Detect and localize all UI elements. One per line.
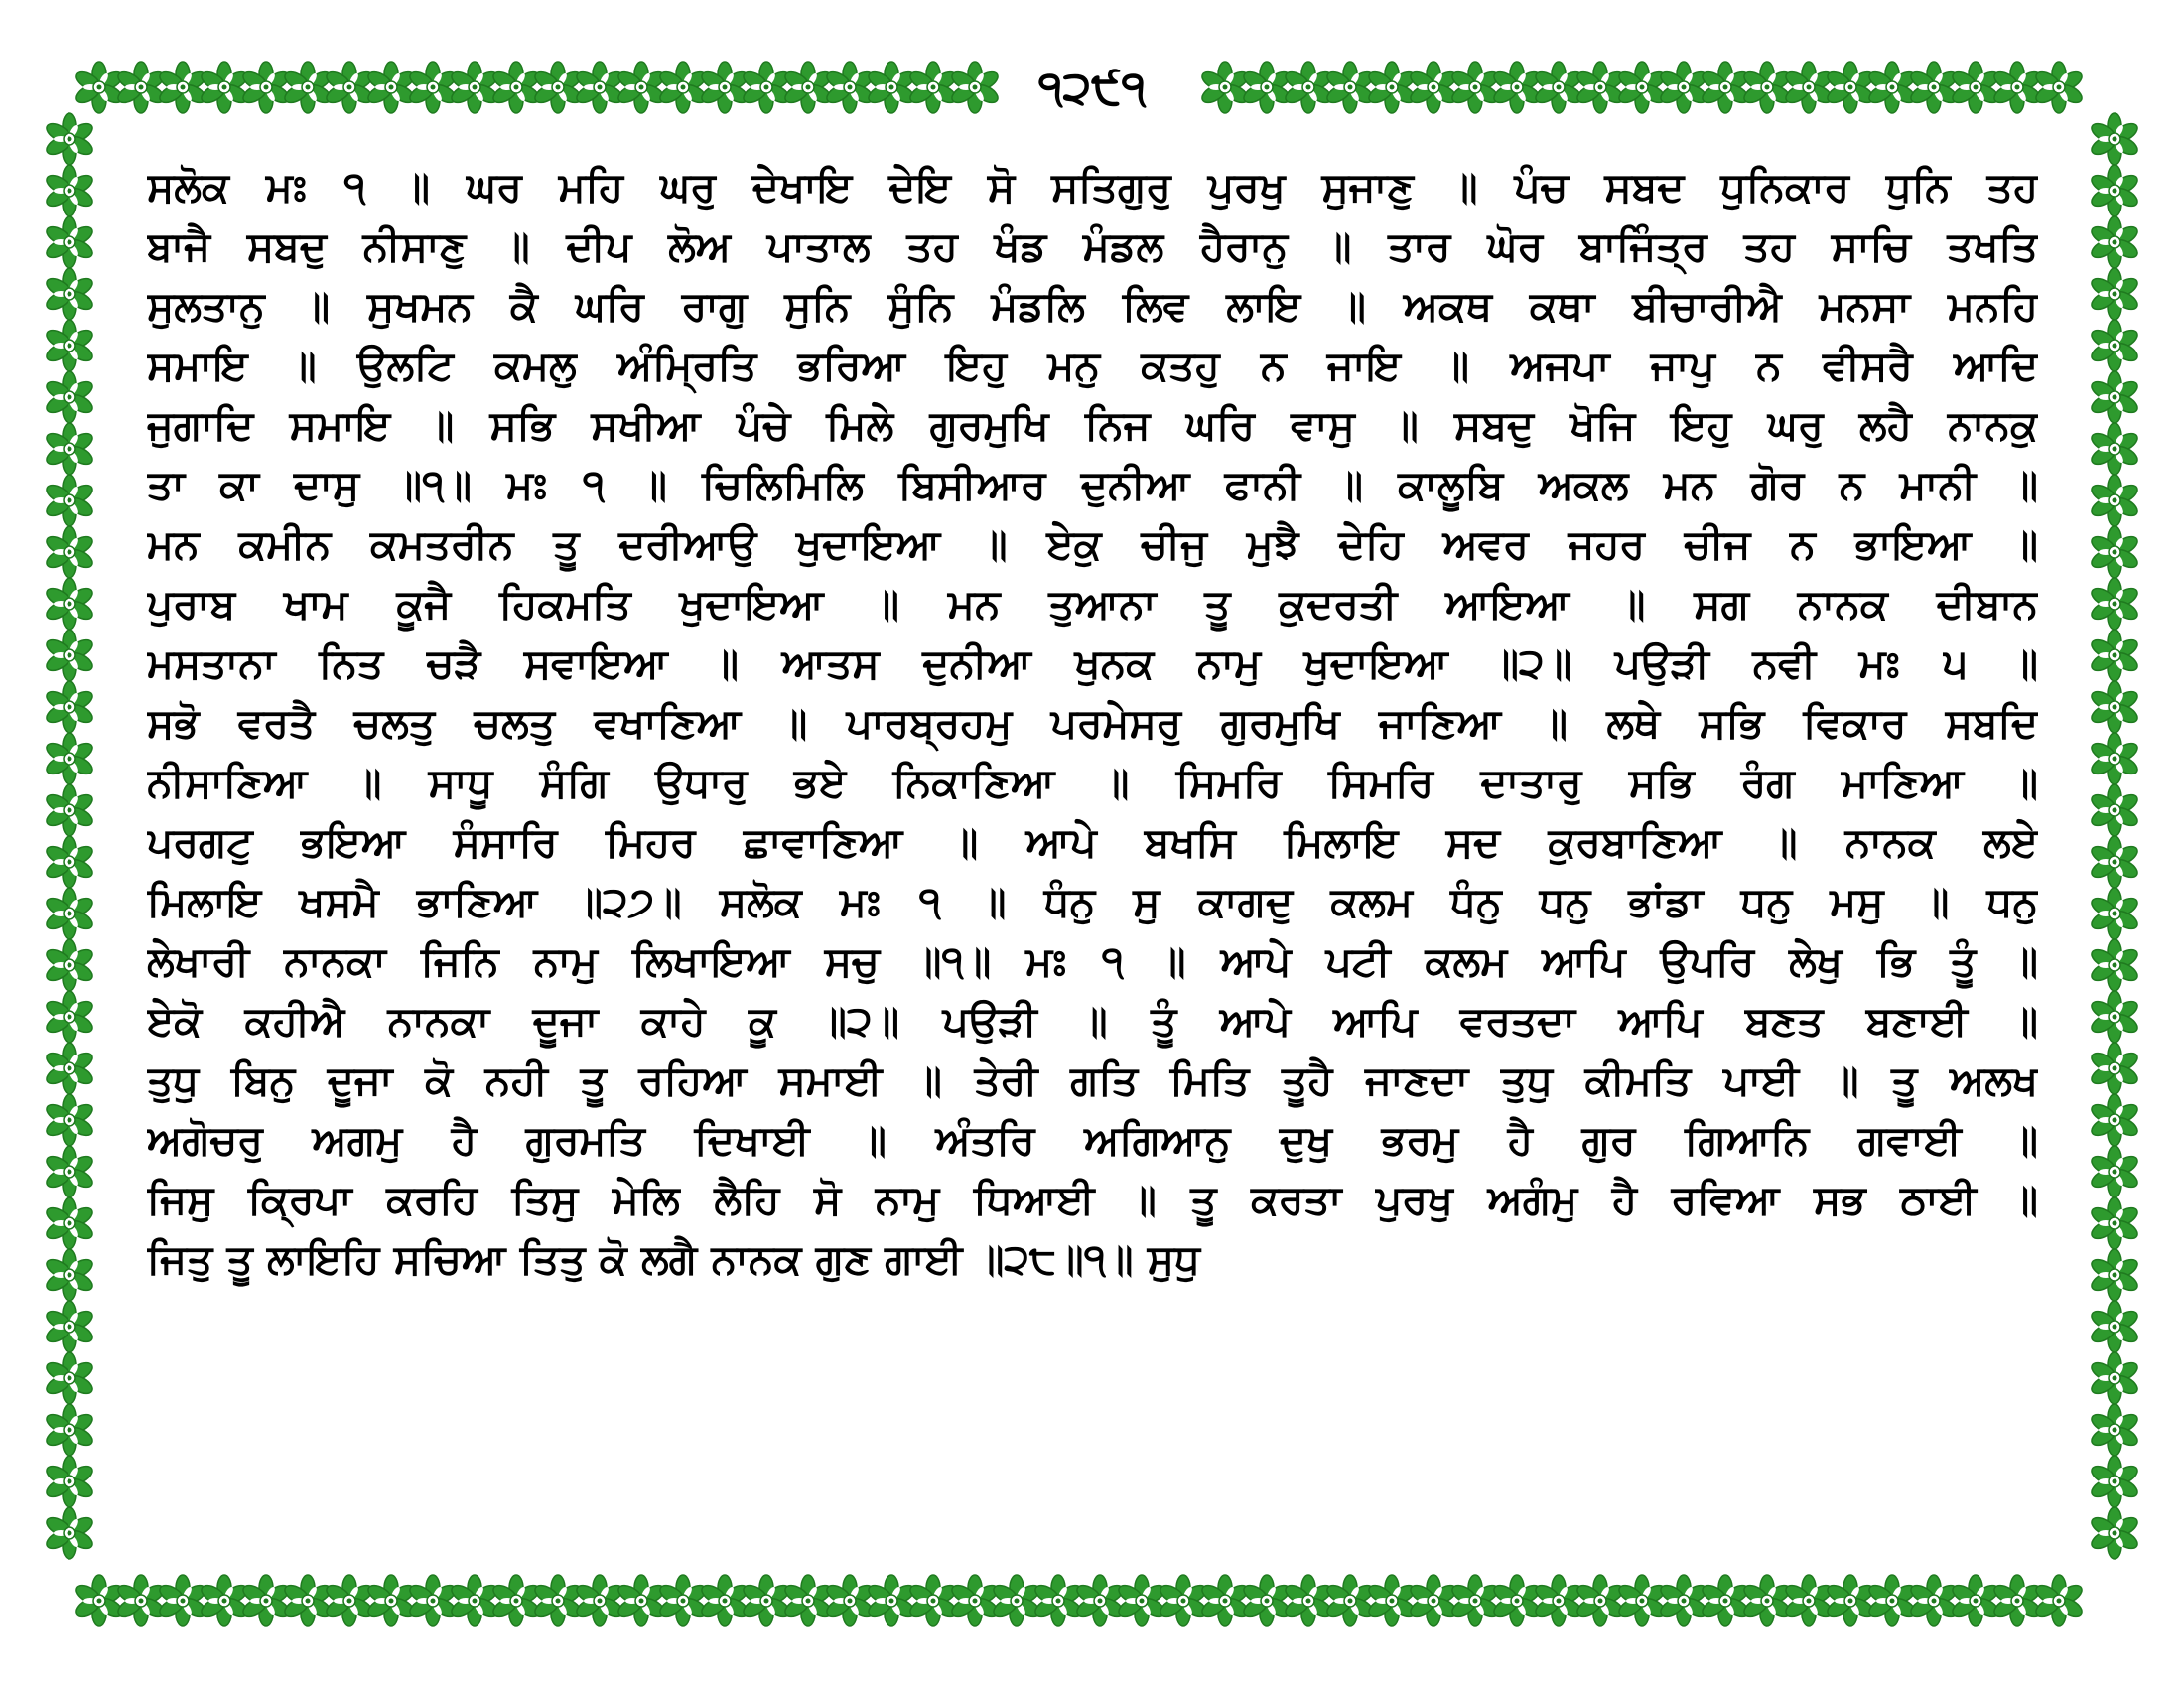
flower-icon xyxy=(1366,62,1418,113)
flower-icon xyxy=(1825,62,1876,113)
flower-icon xyxy=(657,62,709,113)
flower-icon xyxy=(532,62,584,113)
flower-icon xyxy=(44,1146,95,1197)
text-line: ਜੁਗਾਦਿ ਸਮਾਇ ॥ ਸਭਿ ਸਖੀਆ ਪੰਚੇ ਮਿਲੇ ਗੁਰਮੁਖਿ ਨਿਜ ਘਰਿ ਵਾਸੁ ॥ ਸਬਦੁ ਖੋਜਿ ਇਹੁ ਘਰੁ ਲਹੈ ਨਾਨਕੁ xyxy=(147,401,2038,449)
flower-icon xyxy=(44,113,95,165)
text-line: ਸਭੋ ਵਰਤੈ ਚਲਤੁ ਚਲਤੁ ਵਖਾਣਿਆ ॥ ਪਾਰਬ੍ਰਹਮੁ ਪਰਮੇਸਰੁ ਗੁਰਮੁਖਿ ਜਾਣਿਆ ॥ ਲਥੇ ਸਭਿ ਵਿਕਾਰ ਸਬਦਿ xyxy=(147,699,2038,747)
text-line: ਬਾਜੈ ਸਬਦੁ ਨੀਸਾਣੁ ॥ ਦੀਪ ਲੋਅ ਪਾਤਾਲ ਤਹ ਖੰਡ ਮੰਡਲ ਹੈਰਾਨੁ ॥ ਤਾਰ ਘੋਰ ਬਾਜਿੰਤ੍ਰ ਤਹ ਸਾਚਿ ਤਖਤਿ xyxy=(147,222,2038,270)
text-line: ਜਿਤੁ ਤੂ ਲਾਇਹਿ ਸਚਿਆ ਤਿਤੁ ਕੋ ਲਗੈ ਨਾਨਕ ਗੁਣ ਗਾਈ ॥੨੮॥੧॥ ਸੁਧੁ xyxy=(147,1235,1200,1283)
flower-icon xyxy=(1700,62,1751,113)
flower-icon xyxy=(2089,1249,2140,1301)
flower-icon xyxy=(2089,1043,2140,1094)
flower-icon xyxy=(115,62,167,113)
flower-icon xyxy=(907,62,959,113)
flower-icon xyxy=(1866,62,1918,113)
flower-icon xyxy=(1408,1575,1459,1626)
flower-icon xyxy=(1783,1575,1835,1626)
flower-icon xyxy=(1658,62,1709,113)
flower-icon xyxy=(157,62,208,113)
text-line: ਅਗੋਚਰੁ ਅਗਮੁ ਹੈ ਗੁਰਮਤਿ ਦਿਖਾਈ ॥ ਅੰਤਰਿ ਅਗਿਆਨੁ ਦੁਖੁ ਭਰਮੁ ਹੈ ਗੁਰ ਗਿਆਨਿ ਗਵਾਈ ॥ xyxy=(147,1116,2038,1164)
flower-icon xyxy=(2089,1507,2140,1559)
flower-icon xyxy=(44,991,95,1043)
flower-icon xyxy=(824,1575,876,1626)
flower-icon xyxy=(44,1094,95,1146)
flower-icon xyxy=(574,1575,625,1626)
flower-icon xyxy=(1449,62,1501,113)
flower-icon xyxy=(1950,1575,2001,1626)
page-number: ੧੨੯੧ xyxy=(1013,48,1171,127)
flower-icon xyxy=(949,1575,1001,1626)
flower-icon xyxy=(1741,62,1793,113)
flower-icon xyxy=(1574,62,1626,113)
flower-icon xyxy=(2089,939,2140,991)
flower-icon xyxy=(44,888,95,939)
flower-icon xyxy=(157,1575,208,1626)
flower-icon xyxy=(1950,62,2001,113)
flower-icon xyxy=(2089,630,2140,681)
flower-icon xyxy=(1116,1575,1167,1626)
flower-icon xyxy=(2033,1575,2085,1626)
flower-icon xyxy=(1616,1575,1668,1626)
text-line: ਸਲੋਕ ਮਃ ੧ ॥ ਘਰ ਮਹਿ ਘਰੁ ਦੇਖਾਇ ਦੇਇ ਸੋ ਸਤਿਗੁਰੁ ਪੁਰਖੁ ਸੁਜਾਣੁ ॥ ਪੰਚ ਸਬਦ ਧੁਨਿਕਾਰ ਧੁਨਿ ਤਹ xyxy=(147,163,2038,211)
flower-icon xyxy=(2089,526,2140,578)
text-line: ਪਰਗਟੁ ਭਇਆ ਸੰਸਾਰਿ ਮਿਹਰ ਛਾਵਾਣਿਆ ॥ ਆਪੇ ਬਖਸਿ ਮਿਲਾਇ ਸਦ ਕੁਰਬਾਣਿਆ ॥ ਨਾਨਕ ਲਏ xyxy=(147,818,2038,866)
flower-icon xyxy=(240,1575,292,1626)
flower-icon xyxy=(44,1197,95,1249)
flower-icon xyxy=(2089,165,2140,216)
flower-icon xyxy=(1574,1575,1626,1626)
flower-icon xyxy=(44,939,95,991)
flower-icon xyxy=(44,1404,95,1456)
flower-icon xyxy=(699,62,751,113)
flower-icon xyxy=(1533,1575,1584,1626)
flower-icon xyxy=(44,1301,95,1352)
flower-icon xyxy=(615,62,667,113)
flower-icon xyxy=(1991,62,2043,113)
flower-icon xyxy=(1533,62,1584,113)
text-line: ਏਕੋ ਕਹੀਐ ਨਾਨਕਾ ਦੂਜਾ ਕਾਹੇ ਕੂ ॥੨॥ ਪਉੜੀ ॥ ਤੂੰ ਆਪੇ ਆਪਿ ਵਰਤਦਾ ਆਪਿ ਬਣਤ ਬਣਾਈ ॥ xyxy=(147,997,2038,1045)
flower-icon xyxy=(949,62,1001,113)
flower-icon xyxy=(2089,320,2140,371)
text-line: ਮਨ ਕਮੀਨ ਕਮਤਰੀਨ ਤੂ ਦਰੀਆਉ ਖੁਦਾਇਆ ॥ ਏਕੁ ਚੀਜੁ ਮੁਝੈ ਦੇਹਿ ਅਵਰ ਜਹਰ ਚੀਜ ਨ ਭਾਇਆ ॥ xyxy=(147,520,2038,568)
flower-icon xyxy=(2089,733,2140,784)
flower-icon xyxy=(1741,1575,1793,1626)
flower-icon xyxy=(490,1575,542,1626)
text-line: ਤਾ ਕਾ ਦਾਸੁ ॥੧॥ ਮਃ ੧ ॥ ਚਿਲਿਮਿਲਿ ਬਿਸੀਆਰ ਦੁਨੀਆ ਫਾਨੀ ॥ ਕਾਲੂਬਿ ਅਕਲ ਮਨ ਗੋਰ ਨ ਮਾਨੀ ॥ xyxy=(147,461,2038,508)
flower-icon xyxy=(2089,1094,2140,1146)
flower-icon xyxy=(1158,1575,1209,1626)
flower-icon xyxy=(657,1575,709,1626)
flower-icon xyxy=(2089,784,2140,836)
flower-icon xyxy=(2089,1146,2140,1197)
text-line: ਪੁਰਾਬ ਖਾਮ ਕੂਜੈ ਹਿਕਮਤਿ ਖੁਦਾਇਆ ॥ ਮਨ ਤੁਆਨਾ ਤੂ ਕੁਦਰਤੀ ਆਇਆ ॥ ਸਗ ਨਾਨਕ ਦੀਬਾਨ xyxy=(147,580,2038,628)
flower-icon xyxy=(1866,1575,1918,1626)
flower-icon xyxy=(782,62,834,113)
flower-icon xyxy=(44,268,95,320)
flower-icon xyxy=(1324,62,1376,113)
flower-icon xyxy=(2089,578,2140,630)
flower-icon xyxy=(115,1575,167,1626)
flower-icon xyxy=(2089,1197,2140,1249)
flower-icon xyxy=(2089,836,2140,888)
flower-icon xyxy=(2089,371,2140,423)
flower-icon xyxy=(44,578,95,630)
text-line: ਜਿਸੁ ਕ੍ਰਿਪਾ ਕਰਹਿ ਤਿਸੁ ਮੇਲਿ ਲੈਹਿ ਸੋ ਨਾਮੁ ਧਿਆਈ ॥ ਤੂ ਕਰਤਾ ਪੁਰਖੁ ਅਗੰਮੁ ਹੈ ਰਵਿਆ ਸਭ ਠਾਈ ॥ xyxy=(147,1176,2038,1223)
flower-icon xyxy=(44,836,95,888)
flower-icon xyxy=(1491,62,1543,113)
flower-icon xyxy=(1908,1575,1960,1626)
text-line: ਤੁਧੁ ਬਿਨੁ ਦੂਜਾ ਕੋ ਨਹੀ ਤੂ ਰਹਿਆ ਸਮਾਈ ॥ ਤੇਰੀ ਗਤਿ ਮਿਤਿ ਤੂਹੈ ਜਾਣਦਾ ਤੁਧੁ ਕੀਮਤਿ ਪਾਈ ॥ ਤੂ ਅਲਖ xyxy=(147,1056,2038,1104)
flower-icon xyxy=(991,1575,1042,1626)
flower-icon xyxy=(2089,1456,2140,1507)
flower-icon xyxy=(907,1575,959,1626)
flower-icon xyxy=(1783,62,1835,113)
flower-icon xyxy=(1283,62,1334,113)
scripture-text xyxy=(147,157,2038,1527)
flower-icon xyxy=(1324,1575,1376,1626)
flower-icon xyxy=(2089,113,2140,165)
flower-icon xyxy=(1908,62,1960,113)
flower-icon xyxy=(2033,62,2085,113)
text-line: ਨੀਸਾਣਿਆ ॥ ਸਾਧੂ ਸੰਗਿ ਉਧਾਰੁ ਭਏ ਨਿਕਾਣਿਆ ॥ ਸਿਮਰਿ ਸਿਮਰਿ ਦਾਤਾਰੁ ਸਭਿ ਰੰਗ ਮਾਣਿਆ ॥ xyxy=(147,759,2038,806)
flower-icon xyxy=(44,681,95,733)
flower-icon xyxy=(1491,1575,1543,1626)
flower-icon xyxy=(44,526,95,578)
flower-icon xyxy=(615,1575,667,1626)
text-line: ਸਮਾਇ ॥ ਉਲਟਿ ਕਮਲੁ ਅੰਮ੍ਰਿਤਿ ਭਰਿਆ ਇਹੁ ਮਨੁ ਕਤਹੁ ਨ ਜਾਇ ॥ ਅਜਪਾ ਜਾਪੁ ਨ ਵੀਸਰੈ ਆਦਿ xyxy=(147,342,2038,389)
flower-icon xyxy=(44,784,95,836)
flower-icon xyxy=(1241,1575,1293,1626)
flower-icon xyxy=(1991,1575,2043,1626)
flower-icon xyxy=(199,1575,250,1626)
flower-icon xyxy=(2089,268,2140,320)
flower-icon xyxy=(365,62,417,113)
flower-icon xyxy=(73,62,125,113)
flower-icon xyxy=(73,1575,125,1626)
flower-icon xyxy=(407,62,459,113)
flower-icon xyxy=(324,1575,375,1626)
flower-icon xyxy=(324,62,375,113)
flower-icon xyxy=(866,62,917,113)
flower-icon xyxy=(490,62,542,113)
flower-icon xyxy=(1366,1575,1418,1626)
flower-icon xyxy=(741,62,792,113)
flower-icon xyxy=(44,371,95,423)
flower-icon xyxy=(1199,1575,1251,1626)
flower-icon xyxy=(44,1352,95,1404)
flower-icon xyxy=(44,216,95,268)
flower-icon xyxy=(2089,1352,2140,1404)
flower-icon xyxy=(1283,1575,1334,1626)
flower-icon xyxy=(44,165,95,216)
flower-icon xyxy=(365,1575,417,1626)
flower-icon xyxy=(240,62,292,113)
flower-icon xyxy=(1449,1575,1501,1626)
flower-icon xyxy=(44,733,95,784)
flower-icon xyxy=(44,1507,95,1559)
flower-icon xyxy=(2089,1301,2140,1352)
text-line: ਲੇਖਾਰੀ ਨਾਨਕਾ ਜਿਨਿ ਨਾਮੁ ਲਿਖਾਇਆ ਸਚੁ ॥੧॥ ਮਃ ੧ ॥ ਆਪੇ ਪਟੀ ਕਲਮ ਆਪਿ ਉਪਰਿ ਲੇਖੁ ਭਿ ਤੂੰ ॥ xyxy=(147,937,2038,985)
flower-icon xyxy=(2089,475,2140,526)
flower-icon xyxy=(2089,888,2140,939)
flower-icon xyxy=(741,1575,792,1626)
flower-icon xyxy=(282,1575,334,1626)
flower-icon xyxy=(1658,1575,1709,1626)
flower-icon xyxy=(824,62,876,113)
flower-icon xyxy=(699,1575,751,1626)
flower-icon xyxy=(44,1456,95,1507)
flower-icon xyxy=(1408,62,1459,113)
flower-icon xyxy=(1199,62,1251,113)
flower-icon xyxy=(199,62,250,113)
flower-icon xyxy=(2089,216,2140,268)
flower-icon xyxy=(44,630,95,681)
text-line: ਮਿਲਾਇ ਖਸਮੈ ਭਾਣਿਆ ॥੨੭॥ ਸਲੋਕ ਮਃ ੧ ॥ ਧੰਨੁ ਸੁ ਕਾਗਦੁ ਕਲਮ ਧੰਨੁ ਧਨੁ ਭਾਂਡਾ ਧਨੁ ਮਸੁ ॥ ਧਨੁ xyxy=(147,878,2038,925)
flower-icon xyxy=(44,1043,95,1094)
flower-icon xyxy=(1074,1575,1126,1626)
flower-icon xyxy=(2089,423,2140,475)
flower-icon xyxy=(866,1575,917,1626)
flower-icon xyxy=(1241,62,1293,113)
text-line: ਮਸਤਾਨਾ ਨਿਤ ਚੜੈ ਸਵਾਇਆ ॥ ਆਤਸ ਦੁਨੀਆ ਖੁਨਕ ਨਾਮੁ ਖੁਦਾਇਆ ॥੨॥ ਪਉੜੀ ਨਵੀ ਮਃ ੫ ॥ xyxy=(147,639,2038,687)
flower-icon xyxy=(2089,991,2140,1043)
flower-icon xyxy=(1825,1575,1876,1626)
flower-icon xyxy=(1700,1575,1751,1626)
flower-icon xyxy=(1032,1575,1084,1626)
flower-icon xyxy=(282,62,334,113)
flower-icon xyxy=(449,62,500,113)
flower-icon xyxy=(44,475,95,526)
flower-icon xyxy=(2089,681,2140,733)
flower-icon xyxy=(2089,1404,2140,1456)
flower-icon xyxy=(44,1249,95,1301)
flower-icon xyxy=(449,1575,500,1626)
flower-icon xyxy=(532,1575,584,1626)
flower-icon xyxy=(574,62,625,113)
text-line: ਸੁਲਤਾਨੁ ॥ ਸੁਖਮਨ ਕੈ ਘਰਿ ਰਾਗੁ ਸੁਨਿ ਸੁੰਨਿ ਮੰਡਲਿ ਲਿਵ ਲਾਇ ॥ ਅਕਥ ਕਥਾ ਬੀਚਾਰੀਐ ਮਨਸਾ ਮਨਹਿ xyxy=(147,282,2038,330)
flower-icon xyxy=(44,423,95,475)
flower-icon xyxy=(1616,62,1668,113)
flower-icon xyxy=(407,1575,459,1626)
flower-icon xyxy=(782,1575,834,1626)
flower-icon xyxy=(44,320,95,371)
